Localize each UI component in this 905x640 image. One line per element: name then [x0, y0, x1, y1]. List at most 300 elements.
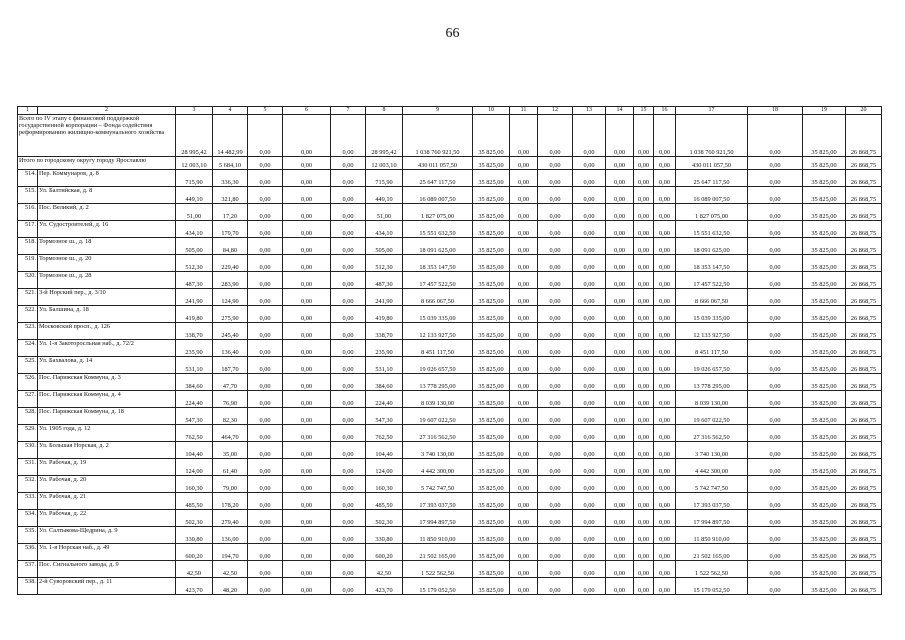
row-value-cell: 0,00	[510, 187, 538, 204]
row-value-cell: 0,00	[573, 527, 606, 544]
row-value-cell: 0,00	[606, 476, 634, 493]
row-value-cell: 0,00	[510, 391, 538, 408]
row-value-cell: 531,10	[366, 357, 403, 374]
row-value-cell: 487,30	[366, 272, 403, 289]
row-value-cell: 0,00	[331, 578, 366, 595]
row-value-cell: 0,00	[573, 357, 606, 374]
row-value-cell: 279,40	[213, 510, 248, 527]
table-row	[18, 255, 882, 272]
row-value-cell: 512,30	[176, 255, 213, 272]
column-number: 6	[283, 107, 331, 115]
row-value-cell: 0,00	[283, 425, 331, 442]
row-value-cell: 0,00	[634, 306, 654, 323]
row-number: 521.	[18, 289, 38, 306]
row-value-cell: 0,00	[510, 425, 538, 442]
row-value-cell: 12 133 927,50	[403, 323, 473, 340]
row-value-cell: 0,00	[573, 442, 606, 459]
table-row	[18, 578, 882, 595]
table-row	[18, 544, 882, 561]
row-address: Тормозное ш., д. 28	[38, 272, 176, 289]
row-value-cell: 0,00	[606, 221, 634, 238]
row-value-cell: 8 039 130,00	[676, 391, 748, 408]
row-value-cell: 0,00	[283, 578, 331, 595]
row-value-cell: 505,00	[366, 238, 403, 255]
table-row	[18, 357, 882, 374]
row-value-cell: 423,70	[176, 578, 213, 595]
row-value-cell: 0,00	[510, 544, 538, 561]
row-value-cell: 0,00	[654, 306, 676, 323]
row-value-cell: 241,90	[176, 289, 213, 306]
row-value-cell: 0,00	[538, 391, 573, 408]
row-value-cell: 0,00	[331, 357, 366, 374]
row-value-cell: 0,00	[538, 476, 573, 493]
row-value-cell: 15 551 632,50	[403, 221, 473, 238]
row-value-cell: 0,00	[331, 391, 366, 408]
row-value-cell: 0,00	[248, 340, 283, 357]
row-value-cell: 35 825,00	[473, 221, 510, 238]
row-value-cell: 26 868,75	[846, 408, 882, 425]
row-address: Ул. Балтийская, д. 8	[38, 187, 176, 204]
row-value-cell: 235,90	[176, 340, 213, 357]
row-value-cell: 0,00	[748, 476, 803, 493]
row-value-cell: 0,00	[634, 391, 654, 408]
row-value-cell: 179,70	[213, 221, 248, 238]
row-value-cell: 0,00	[748, 459, 803, 476]
row-value-cell: 35 825,00	[473, 238, 510, 255]
row-value-cell: 26 868,75	[846, 476, 882, 493]
row-value-cell: 35 825,00	[803, 272, 846, 289]
row-number: 519.	[18, 255, 38, 272]
row-value-cell: 715,90	[366, 170, 403, 187]
row-number: 535.	[18, 527, 38, 544]
row-value-cell: 0,00	[654, 442, 676, 459]
row-value-cell: 531,10	[176, 357, 213, 374]
row-value-cell: 42,50	[366, 561, 403, 578]
total-value-cell: 0,00	[248, 157, 283, 170]
row-value-cell: 434,10	[176, 221, 213, 238]
row-address: Ул. Бахвалова, д. 14	[38, 357, 176, 374]
row-value-cell: 19 026 657,50	[403, 357, 473, 374]
row-value-cell: 35 825,00	[803, 204, 846, 221]
row-value-cell: 0,00	[573, 476, 606, 493]
row-value-cell: 0,00	[748, 442, 803, 459]
column-number: 18	[748, 107, 803, 115]
row-value-cell: 449,10	[176, 187, 213, 204]
row-value-cell: 1 827 075,00	[676, 204, 748, 221]
row-value-cell: 0,00	[510, 561, 538, 578]
row-value-cell: 762,50	[366, 425, 403, 442]
row-value-cell: 547,30	[366, 408, 403, 425]
row-value-cell: 0,00	[538, 272, 573, 289]
total-city-label: Итого по городскому округу городу Ярославлю	[18, 157, 176, 170]
column-number-row	[18, 107, 882, 115]
row-value-cell: 0,00	[331, 323, 366, 340]
row-value-cell: 505,00	[176, 238, 213, 255]
table-row	[18, 476, 882, 493]
total-value-cell: 0,00	[573, 157, 606, 170]
row-value-cell: 338,70	[366, 323, 403, 340]
row-value-cell: 0,00	[283, 459, 331, 476]
row-value-cell: 0,00	[634, 408, 654, 425]
row-value-cell: 35 825,00	[473, 442, 510, 459]
row-value-cell: 0,00	[606, 561, 634, 578]
row-value-cell: 35 825,00	[803, 476, 846, 493]
row-value-cell: 0,00	[283, 340, 331, 357]
row-value-cell: 160,30	[176, 476, 213, 493]
row-value-cell: 245,40	[213, 323, 248, 340]
row-value-cell: 0,00	[654, 561, 676, 578]
row-number: 518.	[18, 238, 38, 255]
row-value-cell: 0,00	[538, 255, 573, 272]
row-value-cell: 715,90	[176, 170, 213, 187]
row-address: Пос. Великий, д. 2	[38, 204, 176, 221]
row-value-cell: 0,00	[748, 340, 803, 357]
row-value-cell: 0,00	[538, 204, 573, 221]
row-value-cell: 0,00	[538, 340, 573, 357]
row-value-cell: 0,00	[538, 374, 573, 391]
table-row	[18, 204, 882, 221]
row-value-cell: 0,00	[654, 493, 676, 510]
table-row	[18, 459, 882, 476]
row-value-cell: 19 607 022,50	[676, 408, 748, 425]
row-value-cell: 35 825,00	[473, 374, 510, 391]
row-value-cell: 0,00	[748, 493, 803, 510]
row-value-cell: 4 442 300,00	[403, 459, 473, 476]
row-value-cell: 0,00	[606, 442, 634, 459]
row-value-cell: 11 850 910,00	[403, 527, 473, 544]
row-value-cell: 0,00	[331, 340, 366, 357]
row-value-cell: 0,00	[654, 476, 676, 493]
row-value-cell: 229,40	[213, 255, 248, 272]
row-address: Ул. Салтыкова-Щедрина, д. 9	[38, 527, 176, 544]
row-value-cell: 0,00	[331, 544, 366, 561]
row-value-cell: 26 868,75	[846, 561, 882, 578]
row-value-cell: 0,00	[538, 493, 573, 510]
row-value-cell: 0,00	[248, 374, 283, 391]
row-value-cell: 0,00	[573, 578, 606, 595]
row-value-cell: 0,00	[283, 221, 331, 238]
row-value-cell: 84,80	[213, 238, 248, 255]
row-value-cell: 0,00	[248, 578, 283, 595]
row-value-cell: 0,00	[248, 561, 283, 578]
row-value-cell: 26 868,75	[846, 425, 882, 442]
row-address: Тормозное ш., д. 20	[38, 255, 176, 272]
row-address: Ул. 1905 года, д. 12	[38, 425, 176, 442]
row-value-cell: 17 393 037,50	[676, 493, 748, 510]
row-value-cell: 0,00	[654, 408, 676, 425]
row-value-cell: 0,00	[606, 374, 634, 391]
total-value-cell: 0,00	[654, 115, 676, 157]
row-value-cell: 0,00	[510, 493, 538, 510]
row-value-cell: 0,00	[634, 510, 654, 527]
row-value-cell: 13 778 295,00	[676, 374, 748, 391]
row-value-cell: 0,00	[248, 425, 283, 442]
row-value-cell: 35 825,00	[473, 510, 510, 527]
row-value-cell: 0,00	[283, 204, 331, 221]
row-value-cell: 502,30	[176, 510, 213, 527]
row-value-cell: 0,00	[748, 578, 803, 595]
row-value-cell: 0,00	[538, 306, 573, 323]
row-value-cell: 26 868,75	[846, 221, 882, 238]
row-number: 532.	[18, 476, 38, 493]
row-value-cell: 464,70	[213, 425, 248, 442]
row-value-cell: 0,00	[654, 289, 676, 306]
row-value-cell: 19 026 657,50	[676, 357, 748, 374]
row-value-cell: 384,60	[176, 374, 213, 391]
row-value-cell: 1 827 075,00	[403, 204, 473, 221]
total-value-cell: 12 003,10	[176, 157, 213, 170]
table-row	[18, 170, 882, 187]
row-value-cell: 0,00	[748, 510, 803, 527]
row-value-cell: 1 522 562,50	[403, 561, 473, 578]
row-value-cell: 0,00	[748, 221, 803, 238]
row-address: Ул. Рабочая, д. 19	[38, 459, 176, 476]
table-row	[18, 391, 882, 408]
row-value-cell: 0,00	[283, 306, 331, 323]
total-value-cell: 0,00	[538, 115, 573, 157]
table-row	[18, 340, 882, 357]
row-value-cell: 0,00	[573, 408, 606, 425]
row-value-cell: 26 868,75	[846, 306, 882, 323]
row-value-cell: 0,00	[248, 272, 283, 289]
row-value-cell: 0,00	[283, 357, 331, 374]
column-number: 9	[403, 107, 473, 115]
row-number: 530.	[18, 442, 38, 459]
row-value-cell: 16 089 007,50	[403, 187, 473, 204]
row-value-cell: 0,00	[606, 289, 634, 306]
row-value-cell: 0,00	[634, 238, 654, 255]
total-value-cell: 0,00	[634, 115, 654, 157]
row-number: 537.	[18, 561, 38, 578]
row-value-cell: 8 039 130,00	[403, 391, 473, 408]
row-value-cell: 0,00	[248, 544, 283, 561]
row-value-cell: 0,00	[606, 238, 634, 255]
row-value-cell: 35 825,00	[803, 442, 846, 459]
row-value-cell: 0,00	[283, 527, 331, 544]
row-value-cell: 0,00	[510, 221, 538, 238]
total-value-cell: 14 482,99	[213, 115, 248, 157]
row-value-cell: 419,80	[176, 306, 213, 323]
row-value-cell: 0,00	[654, 425, 676, 442]
row-value-cell: 0,00	[634, 170, 654, 187]
row-value-cell: 0,00	[538, 221, 573, 238]
row-number: 529.	[18, 425, 38, 442]
row-value-cell: 0,00	[748, 544, 803, 561]
row-value-cell: 26 868,75	[846, 391, 882, 408]
row-value-cell: 0,00	[248, 170, 283, 187]
table-row	[18, 408, 882, 425]
row-value-cell: 17 994 897,50	[403, 510, 473, 527]
row-value-cell: 0,00	[634, 357, 654, 374]
table-body	[18, 107, 882, 595]
row-value-cell: 26 868,75	[846, 272, 882, 289]
row-value-cell: 26 868,75	[846, 544, 882, 561]
row-value-cell: 0,00	[634, 493, 654, 510]
row-address: Ул. 1-я Закоторосльная наб., д. 72/2	[38, 340, 176, 357]
row-value-cell: 15 039 335,00	[403, 306, 473, 323]
row-value-cell: 0,00	[634, 476, 654, 493]
row-address: Пос. Парижская Коммуна, д. 18	[38, 408, 176, 425]
total-value-cell: 28 995,42	[366, 115, 403, 157]
row-value-cell: 0,00	[538, 510, 573, 527]
row-value-cell: 0,00	[283, 289, 331, 306]
column-number: 20	[846, 107, 882, 115]
row-number: 528.	[18, 408, 38, 425]
row-value-cell: 485,50	[176, 493, 213, 510]
row-value-cell: 35 825,00	[473, 340, 510, 357]
row-value-cell: 82,30	[213, 408, 248, 425]
row-value-cell: 35 825,00	[473, 391, 510, 408]
row-number: 531.	[18, 459, 38, 476]
row-value-cell: 0,00	[283, 391, 331, 408]
page-number: 66	[445, 26, 460, 41]
row-value-cell: 330,80	[366, 527, 403, 544]
row-value-cell: 0,00	[654, 187, 676, 204]
row-value-cell: 0,00	[606, 306, 634, 323]
row-value-cell: 0,00	[331, 459, 366, 476]
row-value-cell: 0,00	[573, 374, 606, 391]
row-value-cell: 321,80	[213, 187, 248, 204]
row-value-cell: 47,70	[213, 374, 248, 391]
column-number: 16	[654, 107, 676, 115]
column-number: 15	[634, 107, 654, 115]
total-value-cell: 0,00	[248, 115, 283, 157]
table-row	[18, 238, 882, 255]
row-value-cell: 35 825,00	[803, 459, 846, 476]
total-value-cell: 1 038 760 921,50	[676, 115, 748, 157]
row-address: Ул. Рабочая, д. 21	[38, 493, 176, 510]
total-stage-label: Всего по IV этапу с финансовой поддержкой государственной корпорации – Фонда содействия реформированию жилищно-коммунального хозяйства	[18, 115, 176, 157]
row-value-cell: 35 825,00	[803, 357, 846, 374]
row-value-cell: 0,00	[654, 374, 676, 391]
row-address: 2-й Суворовский пер., д. 11	[38, 578, 176, 595]
row-value-cell: 0,00	[634, 340, 654, 357]
row-address: 3-й Норский пер., д. 3/10	[38, 289, 176, 306]
row-value-cell: 0,00	[331, 238, 366, 255]
row-value-cell: 0,00	[248, 221, 283, 238]
row-value-cell: 0,00	[634, 459, 654, 476]
table-row	[18, 442, 882, 459]
row-value-cell: 79,00	[213, 476, 248, 493]
row-value-cell: 0,00	[283, 442, 331, 459]
column-number: 17	[676, 107, 748, 115]
row-value-cell: 384,60	[366, 374, 403, 391]
row-value-cell: 35 825,00	[473, 170, 510, 187]
row-value-cell: 0,00	[283, 561, 331, 578]
row-value-cell: 18 091 625,00	[403, 238, 473, 255]
column-number: 11	[510, 107, 538, 115]
row-value-cell: 26 868,75	[846, 527, 882, 544]
row-number: 527.	[18, 391, 38, 408]
row-value-cell: 0,00	[510, 170, 538, 187]
row-value-cell: 12 133 927,50	[676, 323, 748, 340]
table-row	[18, 323, 882, 340]
table-row	[18, 527, 882, 544]
row-value-cell: 0,00	[331, 187, 366, 204]
row-value-cell: 35 825,00	[473, 357, 510, 374]
row-value-cell: 0,00	[283, 408, 331, 425]
row-value-cell: 136,40	[213, 340, 248, 357]
row-value-cell: 0,00	[573, 272, 606, 289]
row-value-cell: 0,00	[606, 391, 634, 408]
row-address: Тормозное ш., д. 18	[38, 238, 176, 255]
row-value-cell: 0,00	[654, 323, 676, 340]
row-value-cell: 178,20	[213, 493, 248, 510]
row-value-cell: 0,00	[331, 221, 366, 238]
row-value-cell: 26 868,75	[846, 238, 882, 255]
row-value-cell: 0,00	[573, 391, 606, 408]
total-value-cell: 0,00	[748, 157, 803, 170]
row-value-cell: 11 850 910,00	[676, 527, 748, 544]
row-value-cell: 0,00	[634, 187, 654, 204]
row-value-cell: 0,00	[573, 493, 606, 510]
row-value-cell: 124,00	[366, 459, 403, 476]
row-value-cell: 15 179 052,50	[676, 578, 748, 595]
row-value-cell: 0,00	[573, 323, 606, 340]
total-value-cell: 0,00	[510, 157, 538, 170]
row-value-cell: 0,00	[331, 306, 366, 323]
row-value-cell: 26 868,75	[846, 323, 882, 340]
row-value-cell: 0,00	[248, 357, 283, 374]
row-value-cell: 0,00	[331, 255, 366, 272]
total-value-cell: 35 825,00	[473, 157, 510, 170]
row-value-cell: 0,00	[634, 221, 654, 238]
row-value-cell: 26 868,75	[846, 357, 882, 374]
row-value-cell: 0,00	[538, 578, 573, 595]
row-value-cell: 241,90	[366, 289, 403, 306]
row-value-cell: 0,00	[331, 476, 366, 493]
total-value-cell: 35 825,00	[803, 157, 846, 170]
row-value-cell: 0,00	[748, 425, 803, 442]
housing-register-table	[17, 106, 882, 595]
row-value-cell: 0,00	[654, 527, 676, 544]
row-value-cell: 18 353 147,50	[403, 255, 473, 272]
total-value-cell: 0,00	[573, 115, 606, 157]
row-value-cell: 18 091 625,00	[676, 238, 748, 255]
column-number: 19	[803, 107, 846, 115]
row-value-cell: 0,00	[573, 459, 606, 476]
row-number: 536.	[18, 544, 38, 561]
row-value-cell: 35 825,00	[803, 340, 846, 357]
row-value-cell: 600,20	[176, 544, 213, 561]
row-value-cell: 0,00	[748, 306, 803, 323]
row-value-cell: 0,00	[606, 578, 634, 595]
row-value-cell: 8 666 067,50	[403, 289, 473, 306]
total-value-cell: 0,00	[606, 115, 634, 157]
row-value-cell: 0,00	[248, 238, 283, 255]
row-value-cell: 26 868,75	[846, 204, 882, 221]
row-value-cell: 0,00	[606, 459, 634, 476]
row-value-cell: 27 316 562,50	[403, 425, 473, 442]
total-value-cell: 0,00	[606, 157, 634, 170]
row-address: Московский просп., д. 126	[38, 323, 176, 340]
row-value-cell: 0,00	[634, 561, 654, 578]
row-value-cell: 600,20	[366, 544, 403, 561]
row-value-cell: 0,00	[538, 289, 573, 306]
row-value-cell: 0,00	[331, 561, 366, 578]
row-value-cell: 0,00	[248, 306, 283, 323]
total-value-cell: 430 011 057,50	[676, 157, 748, 170]
row-value-cell: 35 825,00	[803, 510, 846, 527]
row-value-cell: 8 451 117,50	[676, 340, 748, 357]
row-value-cell: 0,00	[331, 527, 366, 544]
row-value-cell: 0,00	[248, 442, 283, 459]
row-value-cell: 0,00	[606, 272, 634, 289]
column-number: 10	[473, 107, 510, 115]
row-value-cell: 0,00	[573, 544, 606, 561]
row-number: 525.	[18, 357, 38, 374]
row-value-cell: 35 825,00	[473, 255, 510, 272]
